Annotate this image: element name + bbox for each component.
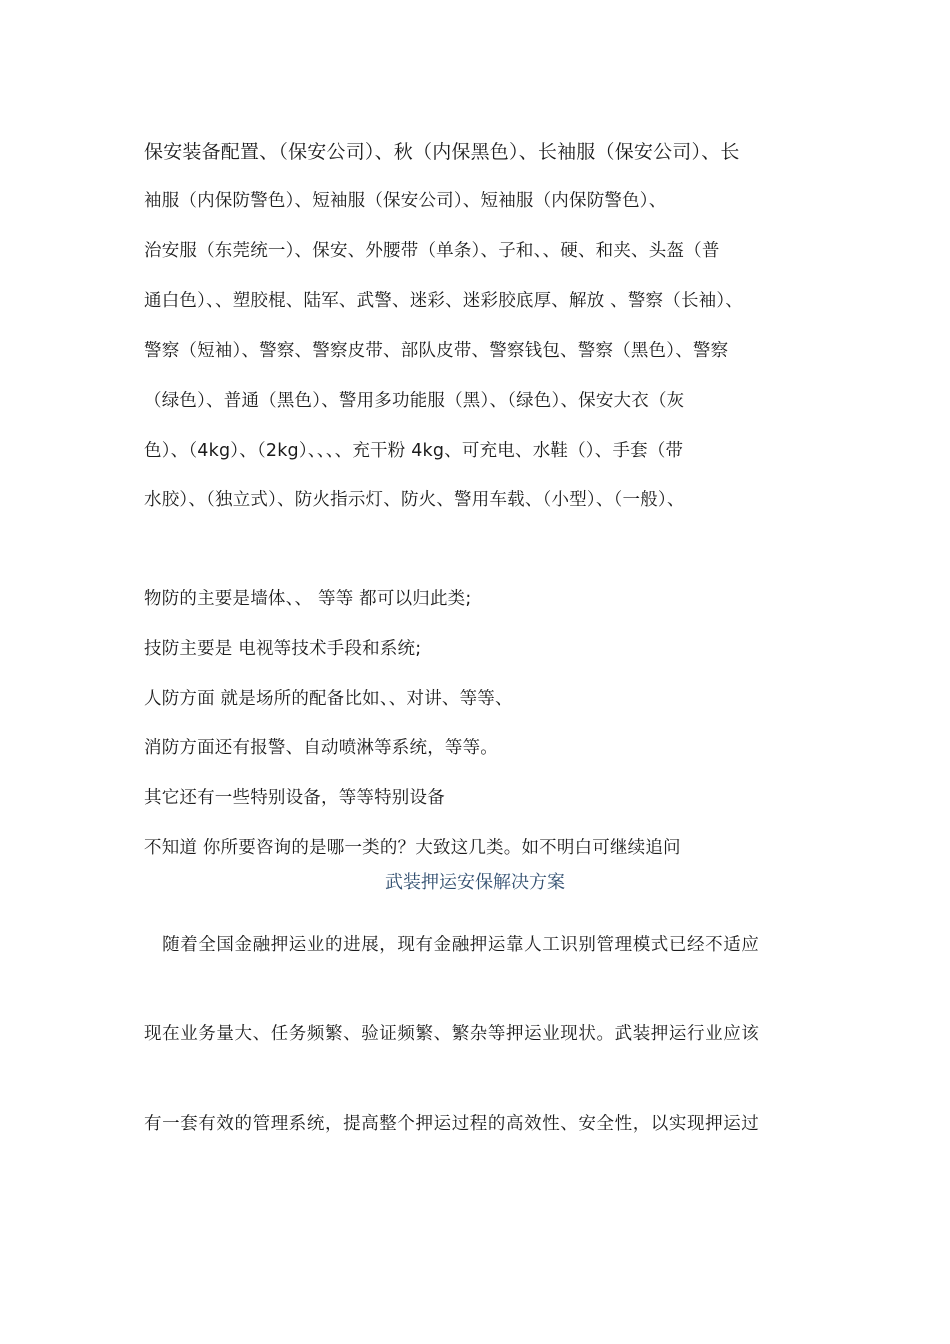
category-line: 物防的主要是墙体、、 等等 都可以归此类; — [144, 589, 472, 609]
equipment-line: （绿色）、普通（黑色）、警用多功能服（黑）、（绿色）、保安大衣（灰 — [144, 391, 685, 411]
category-line: 消防方面还有报警、自动喷淋等系统，等等。 — [144, 738, 498, 758]
equipment-line: 水胶）、（独立式）、防火指示灯、防火、警用车载、（小型）、（一般）、 — [144, 490, 685, 510]
category-line: 人防方面 就是场所的配备比如、、对讲、等等、 — [144, 689, 513, 709]
body-line: 现在业务量大、任务频繁、验证频繁、繁杂等押运业现状。武装押运行业应该 — [144, 1024, 760, 1044]
equipment-line: 色）、（4kg）、（2kg）、、、、充干粉 4kg、可充电、水鞋（）、手套（带 — [144, 441, 684, 461]
equipment-line: 通白色）、、塑胶棍、陆军、武警、迷彩、迷彩胶底厚、解放 、警察（长袖）、 — [144, 291, 744, 311]
category-line: 技防主要是 电视等技术手段和系统; — [144, 639, 422, 659]
equipment-line: 治安服（东莞统一）、保安、外腰带（单条）、子和、、硬、和夹、头盔（普 — [144, 241, 720, 261]
equipment-line: 警察（短袖）、警察、警察皮带、部队皮带、警察钱包、警察（黑色）、警察 — [144, 341, 729, 361]
body-line: 随着全国金融押运业的进展，现有金融押运靠人工识别管理模式已经不适应 — [144, 935, 760, 955]
equipment-line: 保安装备配置、（保安公司）、秋（内保黑色）、长袖服（保安公司）、长 — [144, 141, 740, 163]
section-title: 武装押运安保解决方案 — [385, 872, 565, 893]
body-line: 有一套有效的管理系统，提高整个押运过程的高效性、安全性，以实现押运过 — [144, 1114, 760, 1134]
category-line: 其它还有一些特别设备，等等特别设备 — [144, 788, 445, 808]
equipment-line: 袖服（内保防警色）、短袖服（保安公司）、短袖服（内保防警色）、 — [144, 191, 667, 211]
category-line: 不知道 你所要咨询的是哪一类的？大致这几类。如不明白可继续追问 — [144, 838, 681, 858]
